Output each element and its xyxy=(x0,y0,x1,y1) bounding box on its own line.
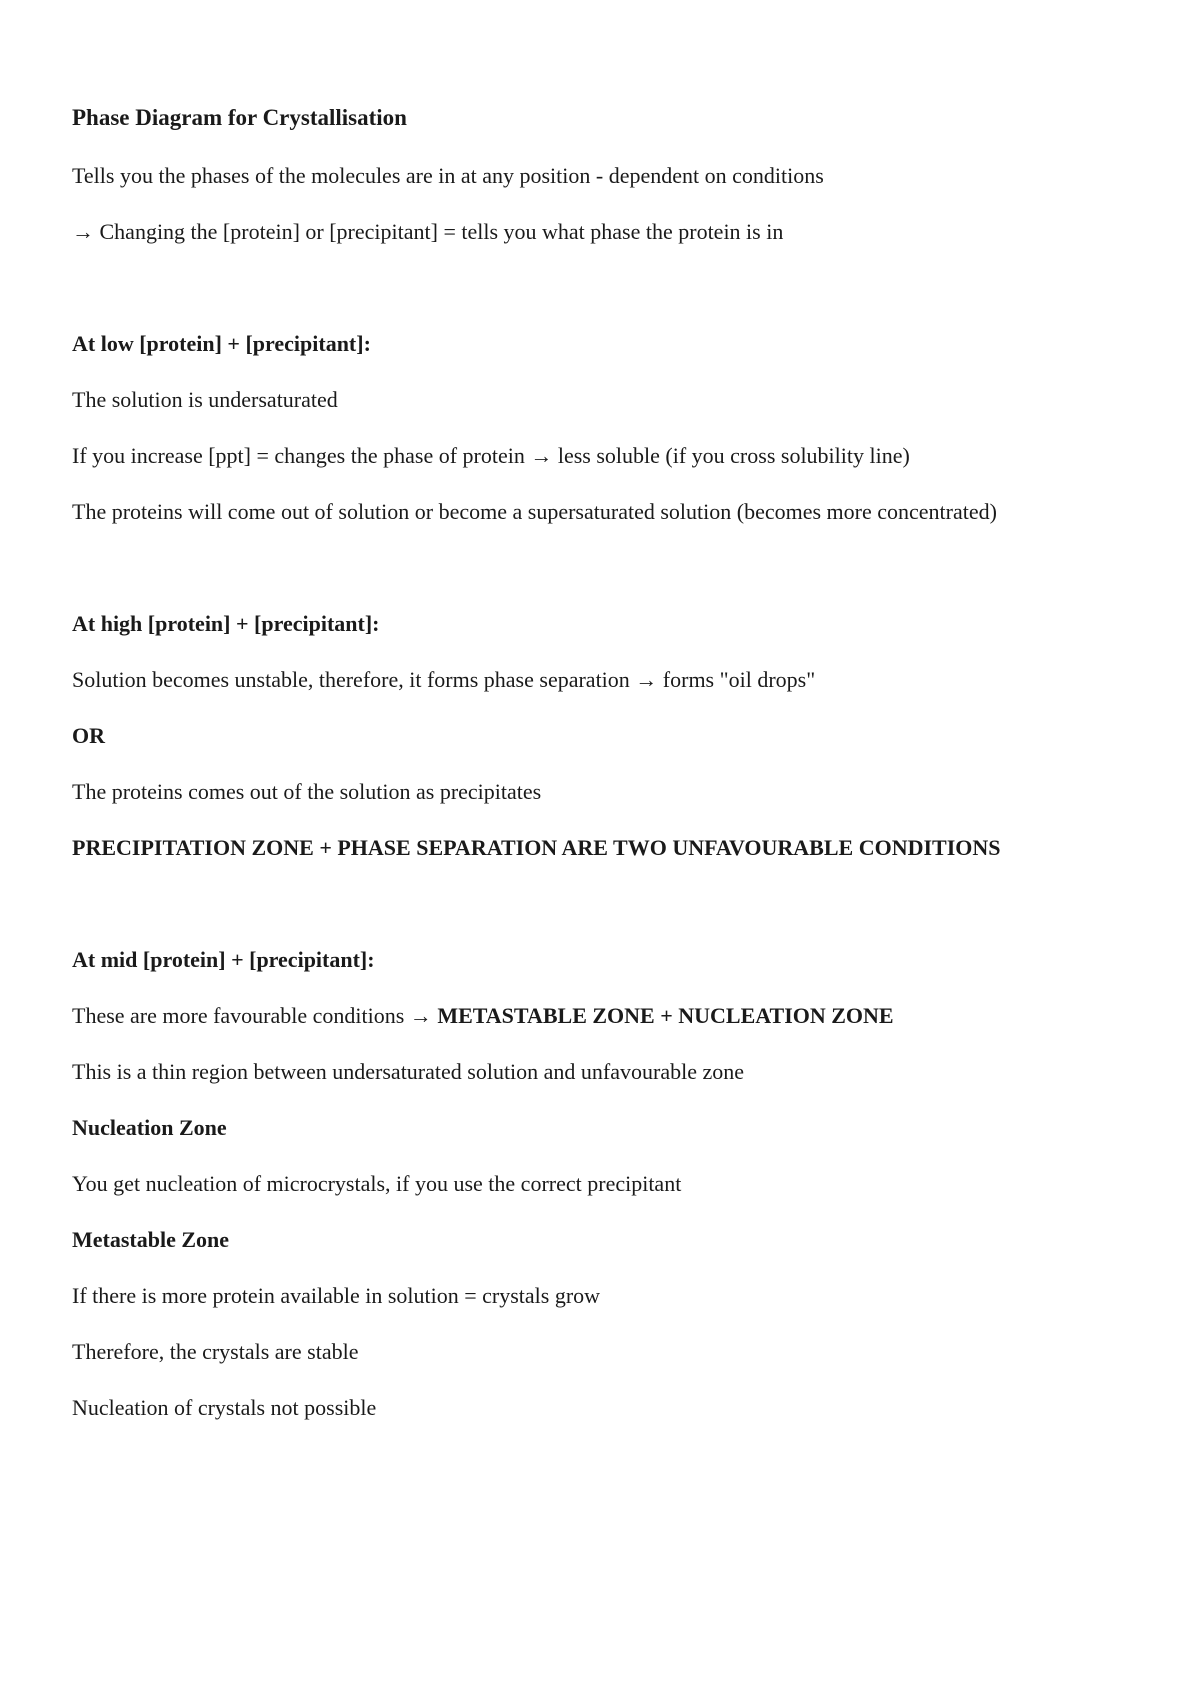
favourable-zones-label: METASTABLE ZONE + NUCLEATION ZONE xyxy=(437,1003,894,1028)
mid-line-1-text: These are more favourable conditions → xyxy=(72,1003,438,1028)
nucleation-zone-heading: Nucleation Zone xyxy=(72,1115,227,1140)
unfavourable-conditions-statement: PRECIPITATION ZONE + PHASE SEPARATION ARE TWO UNFAVOURABLE CONDITIONS xyxy=(72,835,1001,860)
intro-line-1: Tells you the phases of the molecules are in at any position - dependent on conditions xyxy=(72,163,824,188)
intro-line-2: → Changing the [protein] or [precipitant] = tells you what phase the protein is in xyxy=(72,219,784,244)
high-line-1: Solution becomes unstable, therefore, it forms phase separation → forms "oil drops" xyxy=(72,667,816,692)
low-line-1: The solution is undersaturated xyxy=(72,387,338,412)
metastable-line-1: If there is more protein available in solution = crystals grow xyxy=(72,1283,601,1308)
high-line-2: The proteins comes out of the solution as precipitates xyxy=(72,779,542,804)
metastable-line-2: Therefore, the crystals are stable xyxy=(72,1339,359,1364)
or-label: OR xyxy=(72,723,105,748)
metastable-zone-heading: Metastable Zone xyxy=(72,1227,230,1252)
mid-line-2: This is a thin region between undersaturated solution and unfavourable zone xyxy=(72,1059,745,1084)
metastable-line-3: Nucleation of crystals not possible xyxy=(72,1395,377,1420)
low-line-2: If you increase [ppt] = changes the phase of protein → less soluble (if you cross solubility line) xyxy=(72,443,910,468)
document-title: Phase Diagram for Crystallisation xyxy=(72,105,407,130)
section-heading-low: At low [protein] + [precipitant]: xyxy=(72,331,371,356)
low-line-3: The proteins will come out of solution or become a supersaturated solution (becomes more concentrated) xyxy=(72,499,997,524)
mid-line-1 xyxy=(72,1002,894,1030)
nucleation-zone-text: You get nucleation of microcrystals, if you use the correct precipitant xyxy=(72,1171,682,1196)
section-heading-mid: At mid [protein] + [precipitant]: xyxy=(72,947,375,972)
section-heading-high: At high [protein] + [precipitant]: xyxy=(72,611,380,636)
